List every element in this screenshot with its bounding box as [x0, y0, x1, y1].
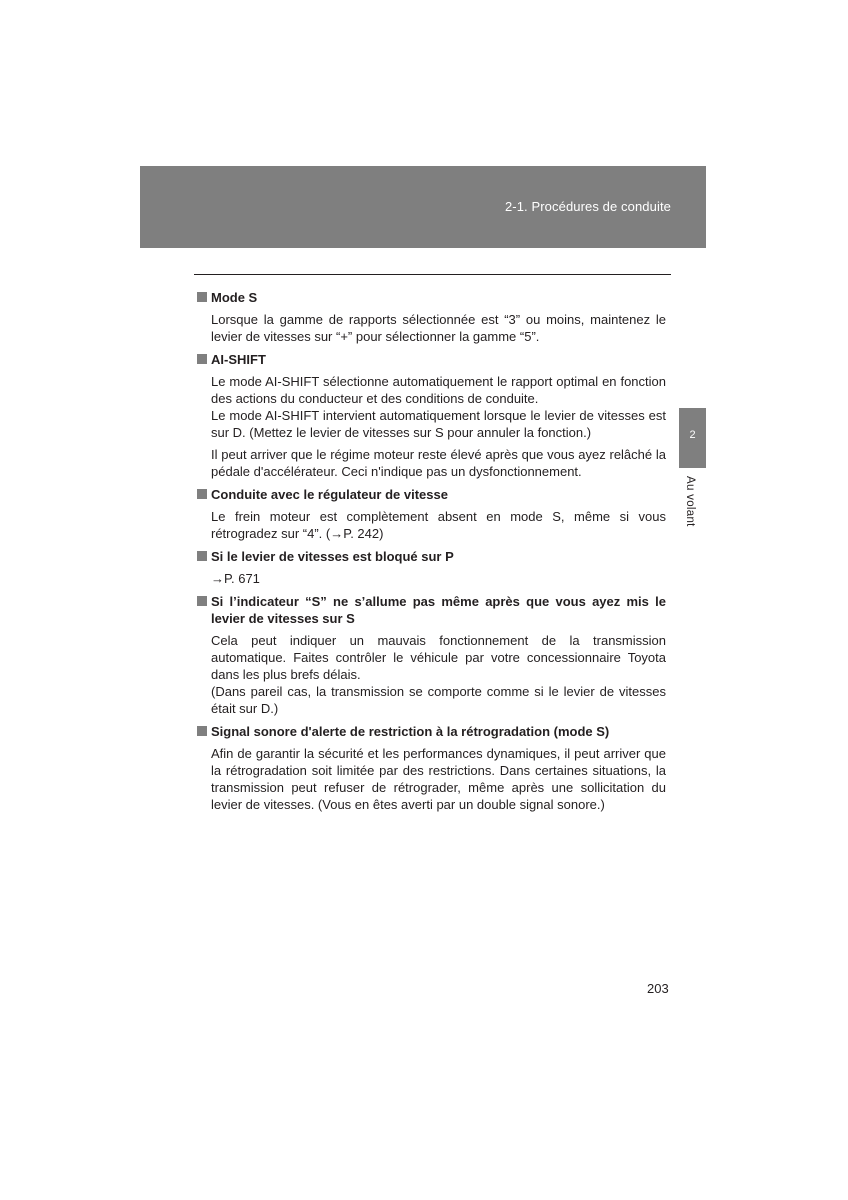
section-paragraph: (Dans pareil cas, la transmission se comporte comme si le levier de vitesses était sur D.): [211, 684, 666, 716]
section-paragraph: Lorsque la gamme de rapports sélectionnée est “3” ou moins, maintenez le levier de vitesses sur “+” pour sélectionner la gamme “5”.: [211, 312, 666, 344]
section-ai-shift: [196, 351, 666, 480]
section-heading: Conduite avec le régulateur de vitesse: [196, 486, 666, 503]
square-bullet-icon: [197, 354, 207, 364]
section-lever-blocked: [196, 548, 666, 587]
section-paragraph: Il peut arriver que le régime moteur reste élevé après que vous ayez relâché la pédale d'accélérateur. Ceci n'indique pas un dysfonctionnement.: [211, 447, 666, 479]
square-bullet-icon: [197, 551, 207, 561]
chapter-tab: [679, 408, 706, 468]
chapter-label: Au volant: [684, 476, 696, 527]
section-paragraph: Afin de garantir la sécurité et les performances dynamiques, il peut arriver que la rétrogradation soit limitée par des restrictions. Dans certaines situations, la transmission peut refuser de rétrograder, même après une sollicitation du levier de vitesses. (Vous en êtes averti par un double signal sonore.): [211, 746, 666, 812]
square-bullet-icon: [197, 596, 207, 606]
section-cruise-control: [196, 486, 666, 542]
page-number: 203: [647, 981, 669, 996]
section-heading: Si l’indicateur “S” ne s’allume pas même après que vous ayez mis le levier de vitesses sur S: [196, 593, 666, 627]
section-heading: Si le levier de vitesses est bloqué sur P: [196, 548, 666, 565]
square-bullet-icon: [197, 726, 207, 736]
page-content: [196, 289, 666, 813]
section-s-indicator: [196, 593, 666, 717]
section-paragraph: Le frein moteur est complètement absent en mode S, même si vous rétrogradez sur “4”. (→P. 242): [211, 509, 666, 541]
square-bullet-icon: [197, 489, 207, 499]
section-mode-s: [196, 289, 666, 345]
section-heading: Signal sonore d'alerte de restriction à la rétrogradation (mode S): [196, 723, 666, 740]
section-paragraph: Cela peut indiquer un mauvais fonctionnement de la transmission automatique. Faites contrôler le véhicule par votre concessionnaire Toyota dans les plus brefs délais.: [211, 633, 666, 682]
section-paragraph: Le mode AI-SHIFT sélectionne automatiquement le rapport optimal en fonction des actions du conducteur et des conditions de conduite.: [211, 374, 666, 406]
chapter-number: 2: [689, 429, 696, 441]
section-title: 2-1. Procédures de conduite: [504, 199, 671, 214]
header-divider: [194, 274, 671, 275]
square-bullet-icon: [197, 292, 207, 302]
section-downshift-alert: [196, 723, 666, 813]
section-heading: Mode S: [196, 289, 666, 306]
page-reference: →P. 671: [211, 571, 260, 586]
section-heading: AI-SHIFT: [196, 351, 666, 368]
section-paragraph: Le mode AI-SHIFT intervient automatiquement lorsque le levier de vitesses est sur D. (Mettez le levier de vitesses sur S pour annuler la fonction.): [211, 408, 666, 440]
header-bar: [140, 166, 706, 248]
